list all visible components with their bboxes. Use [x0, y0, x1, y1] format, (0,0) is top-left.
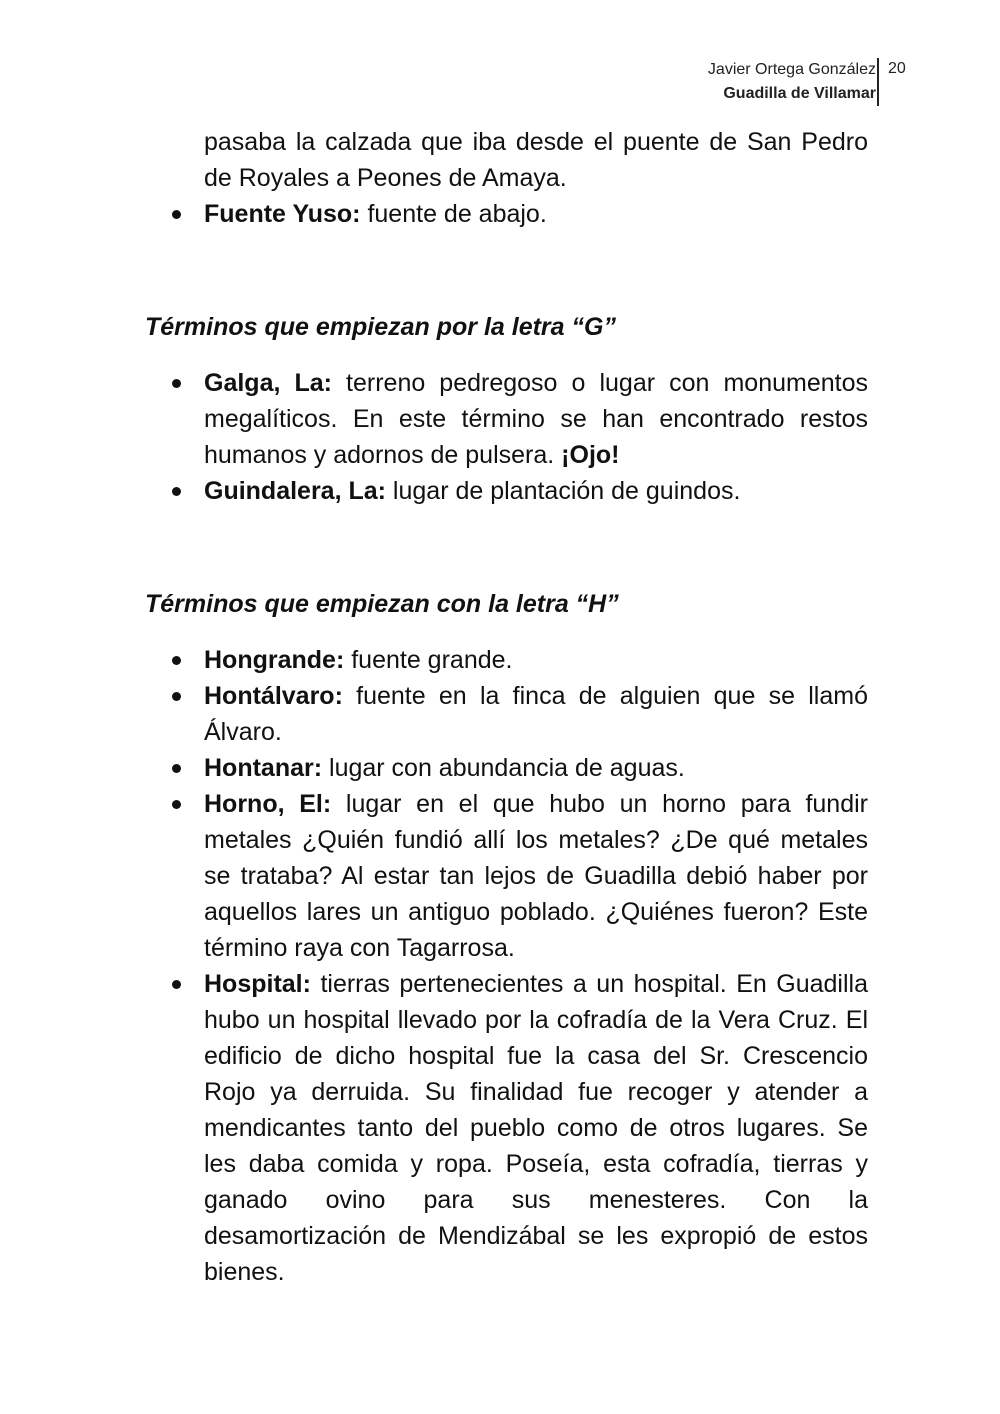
bullet-icon	[172, 196, 182, 232]
term-name: Hontálvaro:	[204, 682, 343, 710]
list-item-galga	[0, 365, 868, 473]
header-place: Guadilla de Villamar	[723, 85, 876, 102]
term-definition: terreno pedregoso o lugar con monumentos megalíticos. En este término se han encontrado restos humanos y adornos de pulsera.	[204, 369, 868, 469]
term-name: Hospital:	[204, 970, 311, 998]
term-definition: fuente de abajo.	[360, 200, 547, 228]
term-name: Guindalera, La:	[204, 477, 386, 505]
section-heading-h: Términos que empiezan con la letra “H”	[145, 590, 619, 618]
page-body	[0, 124, 1000, 1290]
header-author: Javier Ortega González	[707, 61, 876, 78]
list-item-hontalvaro	[0, 678, 868, 750]
list-item-hontanar	[0, 750, 868, 786]
bullet-icon	[172, 642, 182, 678]
term-name: Galga, La:	[204, 369, 332, 397]
running-header	[708, 58, 876, 106]
list-item-hongrande	[0, 642, 868, 678]
term-name: Horno, El:	[204, 790, 332, 818]
section-heading-g: Términos que empiezan por la letra “G”	[145, 313, 616, 341]
bullet-icon	[172, 365, 182, 401]
continuation-paragraph: pasaba la calzada que iba desde el puente de San Pedro de Royales a Peones de Amaya.	[204, 128, 868, 192]
term-definition: fuente grande.	[344, 646, 513, 674]
bullet-icon	[172, 473, 182, 509]
bullet-icon	[172, 786, 182, 822]
bullet-icon	[172, 678, 182, 714]
list-item-hospital	[0, 966, 868, 1290]
list-item-fuente-yuso	[0, 196, 868, 232]
bullet-icon	[172, 750, 182, 786]
term-definition: tierras pertenecientes a un hospital. En Guadilla hubo un hospital llevado por la cofradía de la Vera Cruz. El edificio de dicho hospital fue la casa del Sr. Crescencio Rojo ya derruida. Su finalidad fue recoger y atender a mendicantes tanto del pueblo como de otros lugares. Se les daba comida y ropa. Poseía, esta cofradía, tierras y ganado ovino para sus menesteres. Con la desamortización de Mendizábal se les expropió de estos bienes.	[204, 970, 868, 1286]
term-name: Hongrande:	[204, 646, 345, 674]
list-item-guindalera	[0, 473, 868, 509]
term-definition: fuente en la finca de alguien que se llamó Álvaro.	[204, 682, 868, 746]
header-divider	[877, 58, 879, 106]
term-definition: lugar de plantación de guindos.	[385, 477, 741, 505]
emphasis-text: ¡Ojo!	[561, 441, 620, 469]
page-number: 20	[888, 60, 906, 77]
term-name: Fuente Yuso:	[204, 200, 361, 228]
term-definition: lugar con abundancia de aguas.	[322, 754, 685, 782]
bullet-icon	[172, 966, 182, 1002]
term-name: Hontanar:	[204, 754, 323, 782]
term-definition: lugar en el que hubo un horno para fundir metales ¿Quién fundió allí los metales? ¿De qué metales se trataba? Al estar tan lejos de Guadilla debió haber por aquellos lares un antiguo poblado. ¿Quiénes fueron? Este término raya con Tagarrosa.	[204, 790, 868, 962]
list-item-horno	[0, 786, 868, 966]
